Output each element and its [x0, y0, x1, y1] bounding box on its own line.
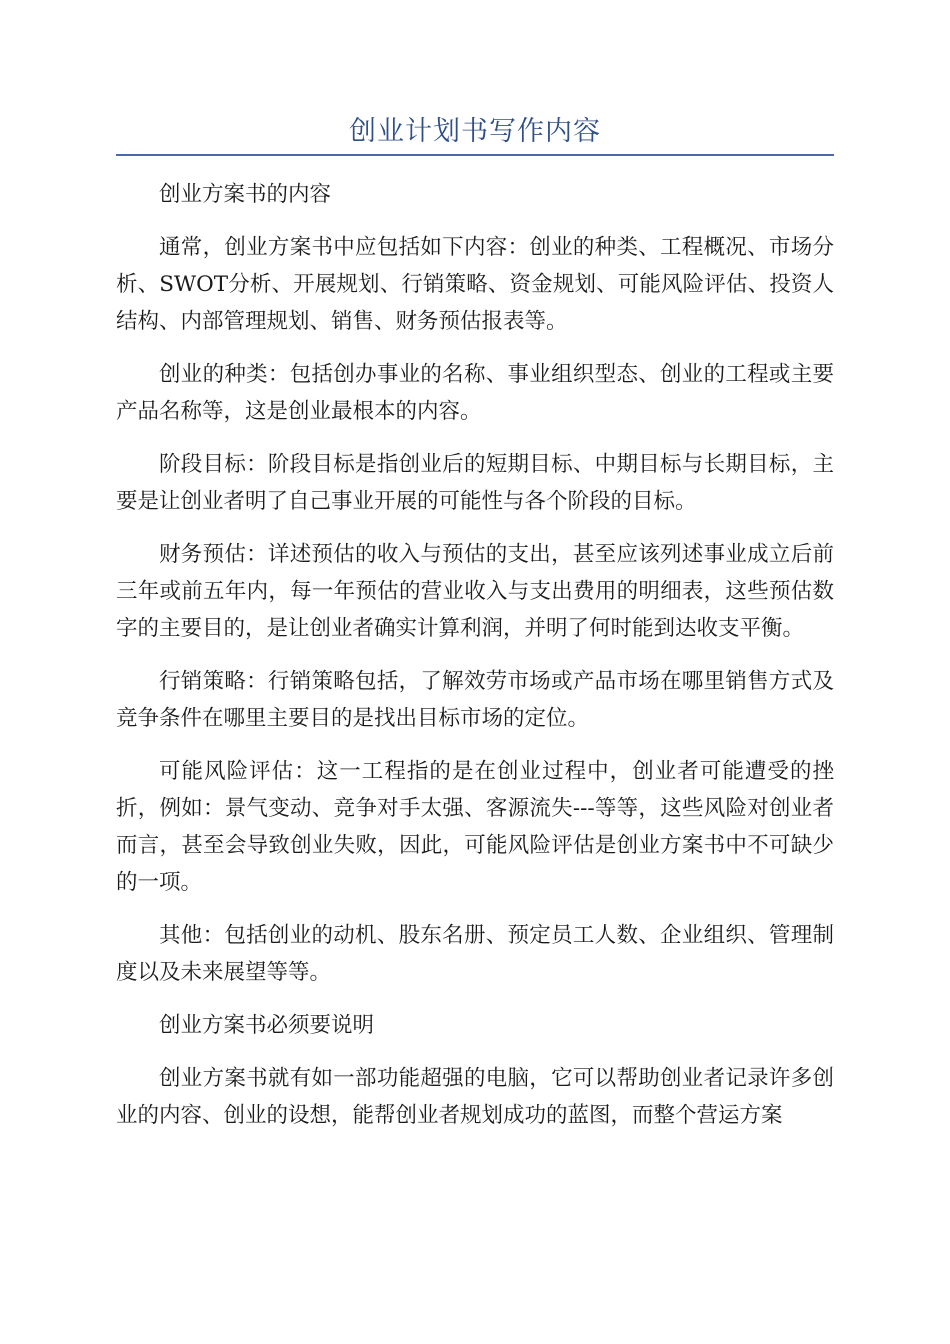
paragraph-financial-forecast: 财务预估：详述预估的收入与预估的支出，甚至应该列述事业成立后前三年或前五年内，每一年预估的营业收入与支出费用的明细表，这些预估数字的主要目的，是让创业者确实计算利润，并明了何时能到达收支平衡。 [116, 542, 834, 641]
paragraph-business-type: 创业的种类：包括创办事业的名称、事业组织型态、创业的工程或主要产品名称等，这是创业最根本的内容。 [116, 362, 834, 424]
section-heading-contents: 创业方案书的内容 [159, 182, 332, 207]
title-underline [116, 154, 834, 156]
paragraph-stage-goals: 阶段目标：阶段目标是指创业后的短期目标、中期目标与长期目标，主要是让创业者明了自己事业开展的可能性与各个阶段的目标。 [116, 452, 834, 514]
paragraph-risk-assessment: 可能风险评估：这一工程指的是在创业过程中，创业者可能遭受的挫折，例如：景气变动、竞争对手太强、客源流失---等等，这些风险对创业者而言，甚至会导致创业失败，因此，可能风险评估是创业方案书中不可缺少的一项。 [116, 759, 834, 895]
paragraph-other: 其他：包括创业的动机、股东名册、预定员工人数、企业组织、管理制度以及未来展望等等。 [116, 923, 834, 985]
paragraph-overview: 通常，创业方案书中应包括如下内容：创业的种类、工程概况、市场分析、SWOT分析、开展规划、行销策略、资金规划、可能风险评估、投资人结构、内部管理规划、销售、财务预估报表等。 [116, 235, 834, 334]
paragraph-marketing-strategy: 行销策略：行销策略包括，了解效劳市场或产品市场在哪里销售方式及竞争条件在哪里主要目的是找出目标市场的定位。 [116, 669, 834, 731]
section-heading-requirements: 创业方案书必须要说明 [159, 1013, 375, 1038]
document-body [116, 176, 834, 1150]
document-title: 创业计划书写作内容 [349, 116, 601, 147]
paragraph-plan-description: 创业方案书就有如一部功能超强的电脑，它可以帮助创业者记录许多创业的内容、创业的设想，能帮创业者规划成功的蓝图，而整个营运方案 [116, 1066, 834, 1128]
